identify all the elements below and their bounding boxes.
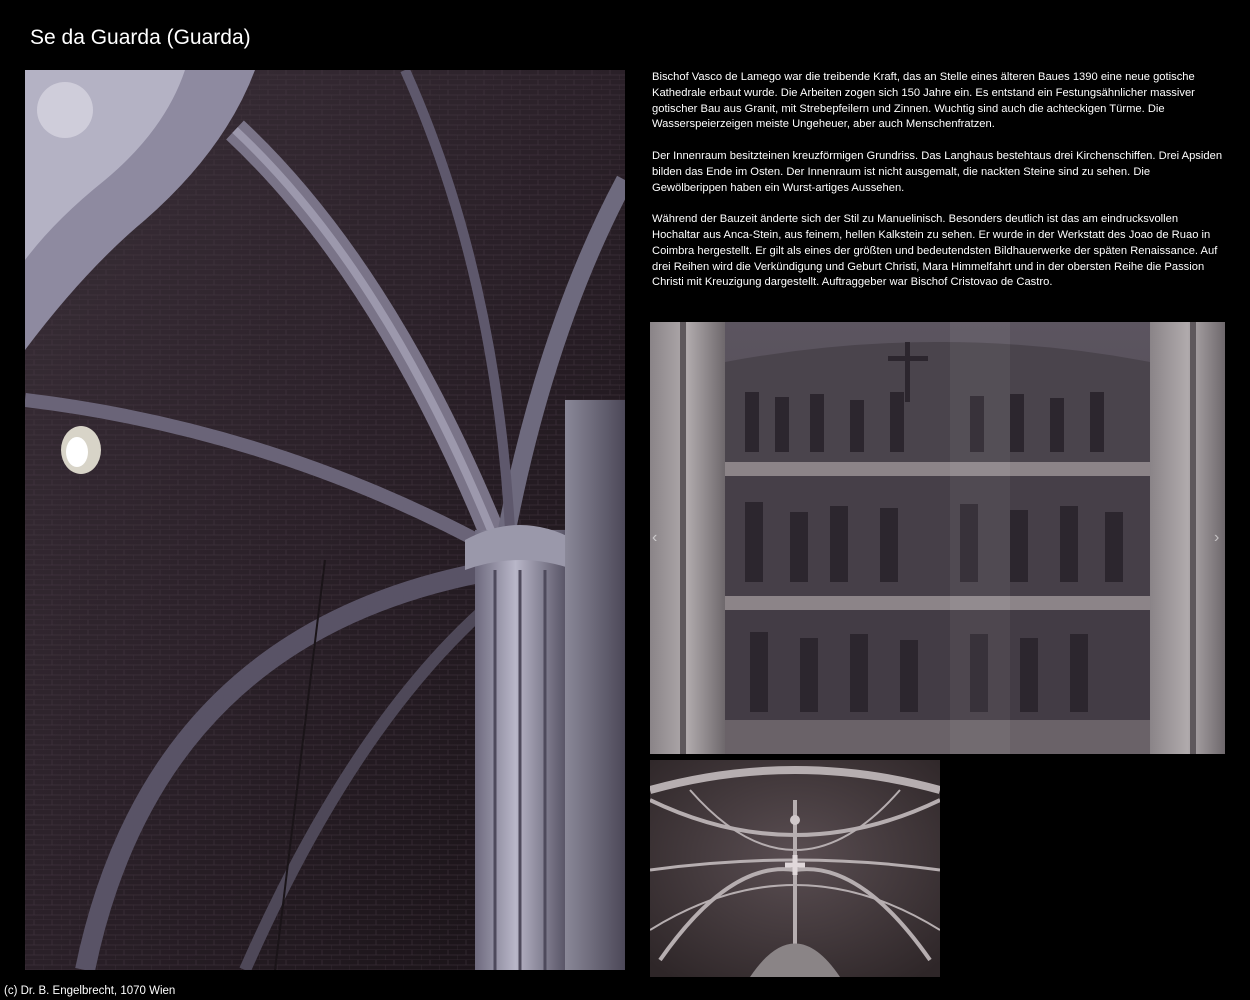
description-paragraph-altar: Während der Bauzeit änderte sich der Stil zu Manuelinisch. Besonders deutlich ist das am eindrucksvollen Hochaltar aus Anca-Stein, aus feinem, hellen Kalkstein zu sehen. Er wurde in der Werkstatt des Joao de Ruao in Coimbra hergestellt. Er gilt als eines der größten und bedeutendsten Bildhauerwerke der späten Renaissance. Auf drei Reihen wird die Verkündigung und Geburt Christi, Mara Himmelfahrt und in der obersten Reihe die Passion Christi mit Kreuzigung dargestellt. Auftraggeber war Bischof Cristovao de Castro. [652,213,1218,289]
vault-ceiling-photo[interactable] [650,760,940,977]
description-paragraph-history: Bischof Vasco de Lamego war die treibende Kraft, das an Stelle eines älteren Baues 1390 eine neue gotische Kathedrale erbaut wurde. Die Arbeiten zogen sich 150 Jahre ein. Es entstand ein Festungsähnlicher massiver gotischer Bau aus Granit, mit Strebepfeilern und Zinnen. Wuchtig sind auch die achteckigen Türme. Die Wasserspeierzeigen meiste Ungeheuer, aber auch Menschenfratzen. [652,71,1195,131]
next-arrow-icon[interactable]: › [1214,529,1220,546]
high-altar-image [650,322,1225,754]
high-altar-photo[interactable] [650,322,1225,754]
previous-arrow-icon[interactable]: ‹ [652,529,658,546]
vault-pillar-photo[interactable] [25,70,625,970]
description-text [652,70,1227,291]
vault-pillar-image [25,70,625,970]
description-paragraph-interior: Der Innenraum besitzteinen kreuzförmigen Grundriss. Das Langhaus bestehtaus drei Kirchenschiffen. Drei Apsiden bilden das Ende im Osten. Der Innenraum ist nicht ausgemalt, die nackten Steine sind zu sehen. Die Gewölberippen haben ein Wurst-artiges Aussehen. [652,149,1223,194]
copyright-footer: (c) Dr. B. Engelbrecht, 1070 Wien [4,985,176,997]
page-title: Se da Guarda (Guarda) [30,26,251,49]
vault-ceiling-image [650,760,940,977]
